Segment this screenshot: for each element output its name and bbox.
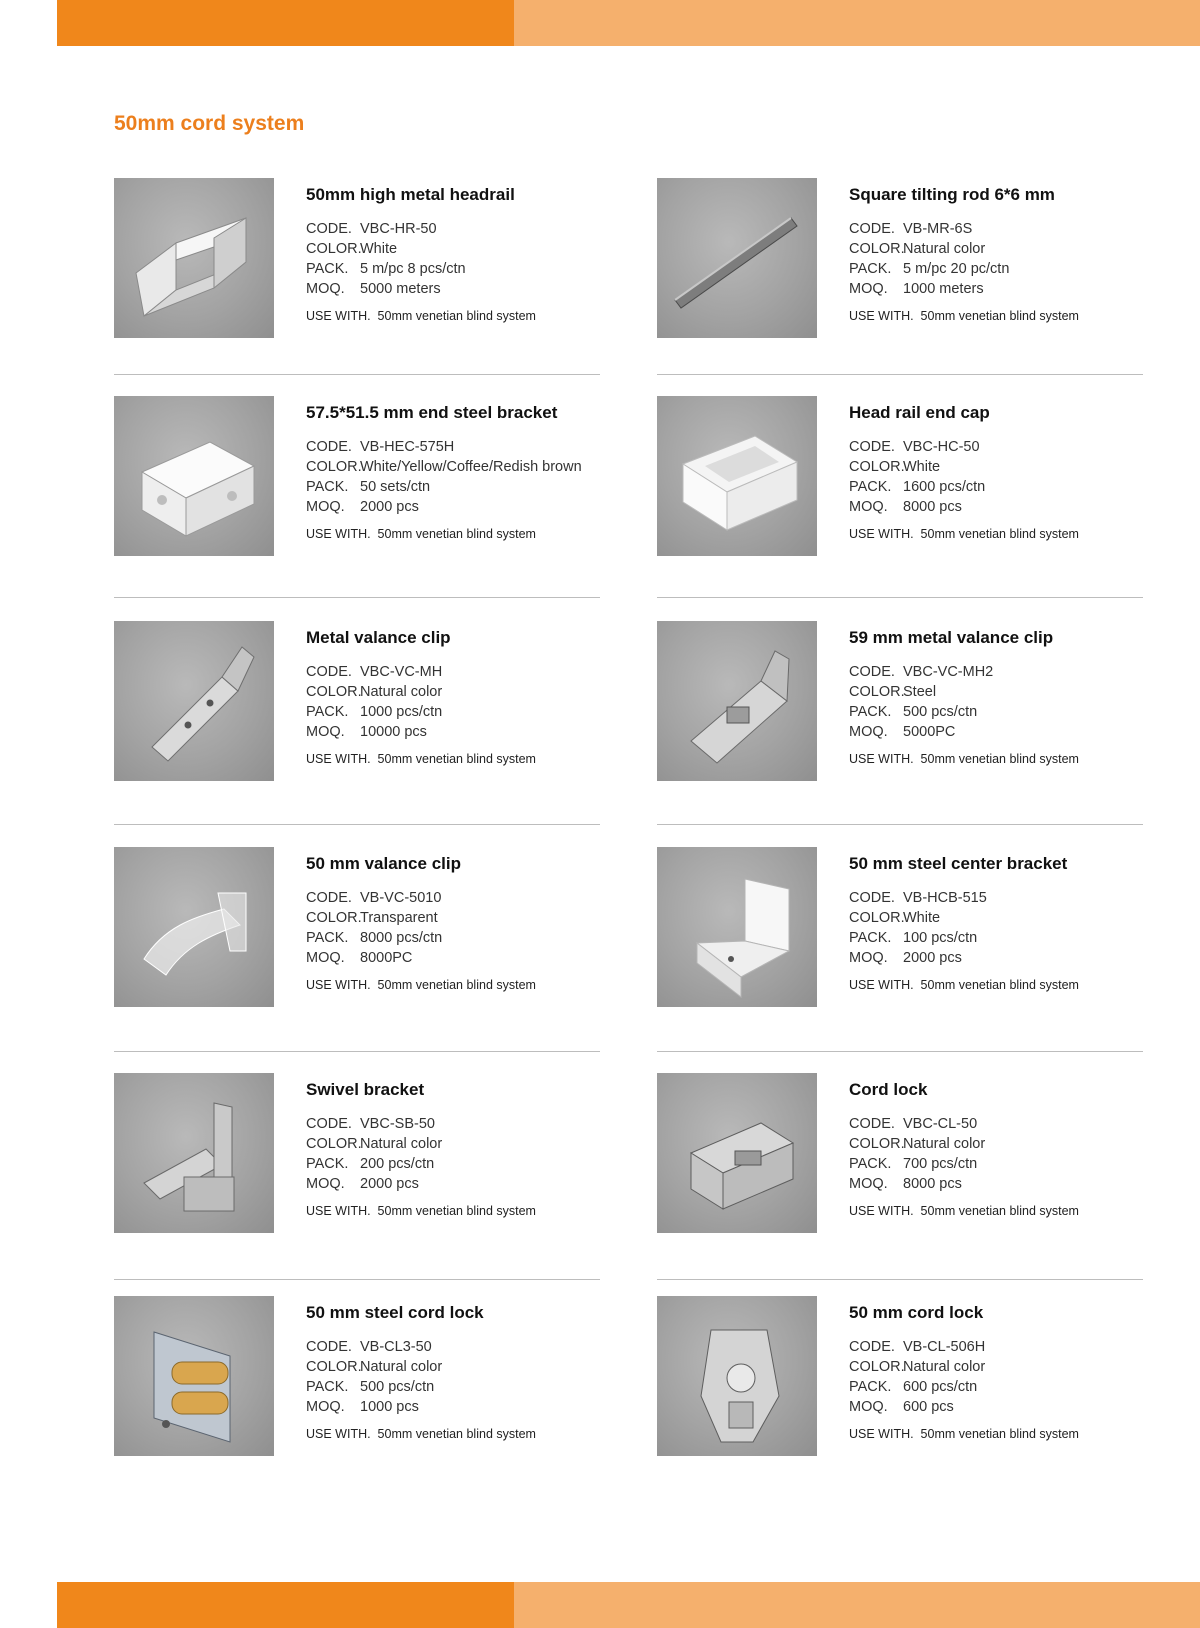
steel-cord-lock-image (114, 1296, 274, 1456)
moq-label: MOQ. (849, 1399, 888, 1415)
product-code-row (306, 1114, 606, 1134)
product-use-with (306, 1204, 606, 1218)
product-moq-row (306, 948, 606, 968)
product-color-row (306, 457, 606, 477)
product-moq: 1000 meters (903, 281, 984, 297)
row-divider (657, 1279, 1143, 1280)
product-card (657, 621, 1147, 791)
product-card (114, 847, 604, 1017)
product-color: White (360, 241, 398, 257)
product-color-row (849, 1134, 1149, 1154)
use-with-value: 50mm venetian blind system (377, 752, 536, 766)
product-info (306, 1303, 606, 1441)
use-with-label: USE WITH. (306, 527, 371, 541)
product-name: Head rail end cap (849, 403, 990, 422)
product-color: Natural color (903, 1359, 986, 1375)
product-card (114, 621, 604, 791)
use-with-label: USE WITH. (306, 1427, 371, 1441)
use-with-value: 50mm venetian blind system (920, 1427, 1079, 1441)
code-label: CODE. (306, 664, 352, 680)
moq-label: MOQ. (849, 1176, 888, 1192)
row-divider (114, 1051, 600, 1052)
product-info (849, 1303, 1149, 1441)
code-label: CODE. (306, 1116, 352, 1132)
product-pack: 1600 pcs/ctn (903, 479, 986, 495)
pack-label: PACK. (306, 479, 349, 495)
product-name: 50 mm steel cord lock (306, 1303, 484, 1322)
use-with-label: USE WITH. (849, 1204, 914, 1218)
footer-band-dark (57, 1582, 514, 1628)
moq-label: MOQ. (849, 499, 888, 515)
product-pack: 200 pcs/ctn (360, 1156, 435, 1172)
pack-label: PACK. (849, 479, 892, 495)
product-photo (657, 178, 817, 338)
product-photo (657, 1296, 817, 1456)
valance-clip-2-image (657, 621, 817, 781)
code-label: CODE. (849, 664, 895, 680)
moq-label: MOQ. (306, 1399, 345, 1415)
product-name: 50 mm steel center bracket (849, 854, 1068, 873)
product-use-with (849, 752, 1149, 766)
end-cap-image (657, 396, 817, 556)
product-color: Natural color (903, 1136, 986, 1152)
product-use-with (849, 1204, 1149, 1218)
use-with-label: USE WITH. (849, 309, 914, 323)
code-label: CODE. (306, 439, 352, 455)
product-moq-row (849, 722, 1149, 742)
product-pack-row (849, 1154, 1149, 1174)
product-moq: 10000 pcs (360, 724, 427, 740)
product-color-row (306, 908, 606, 928)
use-with-label: USE WITH. (849, 1427, 914, 1441)
center-bracket-image (657, 847, 817, 1007)
product-moq: 2000 pcs (360, 499, 419, 515)
product-color-row (306, 239, 606, 259)
product-code-row (306, 888, 606, 908)
product-use-with (306, 527, 606, 541)
product-info (849, 185, 1149, 323)
product-pack-row (306, 1377, 606, 1397)
product-code: VB-HEC-575H (360, 439, 455, 455)
product-card (657, 1073, 1147, 1243)
row-divider (114, 824, 600, 825)
use-with-label: USE WITH. (306, 1204, 371, 1218)
cord-lock-image (657, 1073, 817, 1233)
product-use-with (849, 1427, 1149, 1441)
product-name: 50 mm valance clip (306, 854, 461, 873)
product-photo (114, 847, 274, 1007)
pack-label: PACK. (306, 930, 349, 946)
header-band-light (514, 0, 1200, 46)
product-pack: 8000 pcs/ctn (360, 930, 443, 946)
product-moq: 5000 meters (360, 281, 441, 297)
product-color: Natural color (360, 684, 443, 700)
product-color: Steel (903, 684, 937, 700)
footer-band-light (514, 1582, 1200, 1628)
color-label: COLOR. (306, 459, 362, 475)
product-moq-row (849, 948, 1149, 968)
color-label: COLOR. (849, 459, 905, 475)
color-label: COLOR. (849, 684, 905, 700)
moq-label: MOQ. (306, 1176, 345, 1192)
product-code-row (306, 662, 606, 682)
product-code-row (306, 437, 606, 457)
product-card (114, 1296, 604, 1466)
product-code: VB-CL3-50 (360, 1339, 432, 1355)
product-use-with (306, 1427, 606, 1441)
pack-label: PACK. (306, 261, 349, 277)
product-color: Natural color (360, 1359, 443, 1375)
color-label: COLOR. (849, 910, 905, 926)
product-moq-row (306, 1397, 606, 1417)
code-label: CODE. (849, 890, 895, 906)
end-bracket-image (114, 396, 274, 556)
product-code: VBC-CL-50 (903, 1116, 978, 1132)
code-label: CODE. (849, 221, 895, 237)
product-code: VB-CL-506H (903, 1339, 986, 1355)
product-photo (114, 396, 274, 556)
color-label: COLOR. (306, 910, 362, 926)
product-moq: 600 pcs (903, 1399, 954, 1415)
product-info (849, 628, 1149, 766)
product-photo (114, 1073, 274, 1233)
tilting-rod-image (657, 178, 817, 338)
product-color-row (849, 908, 1149, 928)
use-with-label: USE WITH. (306, 752, 371, 766)
product-name: 50 mm cord lock (849, 1303, 984, 1322)
code-label: CODE. (849, 1339, 895, 1355)
moq-label: MOQ. (849, 724, 888, 740)
product-pack: 600 pcs/ctn (903, 1379, 978, 1395)
product-photo (114, 1296, 274, 1456)
product-pack-row (306, 928, 606, 948)
swivel-bracket-image (114, 1073, 274, 1233)
product-use-with (306, 978, 606, 992)
product-color-row (306, 682, 606, 702)
use-with-value: 50mm venetian blind system (920, 752, 1079, 766)
product-pack: 500 pcs/ctn (903, 704, 978, 720)
product-name: Cord lock (849, 1080, 928, 1099)
product-color: White (903, 459, 941, 475)
section-title: 50mm cord system (114, 112, 305, 135)
product-pack-row (849, 928, 1149, 948)
product-photo (657, 621, 817, 781)
row-divider (114, 597, 600, 598)
row-divider (657, 1051, 1143, 1052)
product-code-row (849, 662, 1149, 682)
product-name: Metal valance clip (306, 628, 451, 647)
product-card (657, 1296, 1147, 1466)
product-color-row (306, 1134, 606, 1154)
footer-band (57, 1582, 1200, 1628)
product-photo (657, 847, 817, 1007)
pack-label: PACK. (849, 930, 892, 946)
product-name: 57.5*51.5 mm end steel bracket (306, 403, 558, 422)
product-card (657, 847, 1147, 1017)
use-with-label: USE WITH. (849, 978, 914, 992)
product-moq-row (849, 1397, 1149, 1417)
product-moq-row (306, 1174, 606, 1194)
product-code-row (306, 219, 606, 239)
product-pack: 700 pcs/ctn (903, 1156, 978, 1172)
product-code-row (849, 437, 1149, 457)
use-with-value: 50mm venetian blind system (920, 978, 1079, 992)
product-code: VB-MR-6S (903, 221, 973, 237)
product-code: VBC-VC-MH (360, 664, 443, 680)
product-moq: 2000 pcs (903, 950, 962, 966)
product-color: White (903, 910, 941, 926)
product-pack-row (306, 477, 606, 497)
product-pack-row (849, 477, 1149, 497)
product-pack-row (849, 259, 1149, 279)
pack-label: PACK. (849, 704, 892, 720)
product-info (849, 1080, 1149, 1218)
product-code: VBC-HC-50 (903, 439, 980, 455)
product-name: Swivel bracket (306, 1080, 425, 1099)
color-label: COLOR. (306, 241, 362, 257)
product-code-row (849, 219, 1149, 239)
use-with-value: 50mm venetian blind system (920, 1204, 1079, 1218)
product-color-row (849, 457, 1149, 477)
color-label: COLOR. (306, 684, 362, 700)
product-code-row (849, 1114, 1149, 1134)
color-label: COLOR. (306, 1359, 362, 1375)
product-color: Natural color (360, 1136, 443, 1152)
product-photo (657, 1073, 817, 1233)
use-with-value: 50mm venetian blind system (377, 1204, 536, 1218)
pack-label: PACK. (306, 704, 349, 720)
product-pack-row (306, 702, 606, 722)
product-pack: 50 sets/ctn (360, 479, 431, 495)
product-pack-row (849, 702, 1149, 722)
header-band (57, 0, 1200, 46)
product-pack-row (306, 1154, 606, 1174)
color-label: COLOR. (849, 1136, 905, 1152)
code-label: CODE. (306, 890, 352, 906)
row-divider (657, 824, 1143, 825)
product-moq-row (306, 497, 606, 517)
use-with-value: 50mm venetian blind system (377, 978, 536, 992)
code-label: CODE. (849, 439, 895, 455)
product-moq-row (306, 722, 606, 742)
use-with-label: USE WITH. (306, 978, 371, 992)
valance-clip-image (114, 621, 274, 781)
product-info (306, 628, 606, 766)
product-use-with (849, 527, 1149, 541)
color-label: COLOR. (306, 1136, 362, 1152)
product-card (114, 1073, 604, 1243)
product-color-row (849, 682, 1149, 702)
product-moq-row (849, 1174, 1149, 1194)
product-pack: 500 pcs/ctn (360, 1379, 435, 1395)
product-moq-row (306, 279, 606, 299)
product-card (114, 396, 604, 566)
product-code: VBC-SB-50 (360, 1116, 435, 1132)
use-with-value: 50mm venetian blind system (377, 527, 536, 541)
product-color-row (849, 239, 1149, 259)
row-divider (657, 597, 1143, 598)
product-card (657, 396, 1147, 566)
product-info (849, 403, 1149, 541)
product-code: VBC-VC-MH2 (903, 664, 994, 680)
product-use-with (849, 309, 1149, 323)
moq-label: MOQ. (306, 499, 345, 515)
product-moq-row (849, 497, 1149, 517)
product-card (657, 178, 1147, 348)
product-use-with (306, 752, 606, 766)
moq-label: MOQ. (849, 950, 888, 966)
row-divider (114, 1279, 600, 1280)
moq-label: MOQ. (306, 724, 345, 740)
product-color: Transparent (360, 910, 438, 926)
pack-label: PACK. (849, 1379, 892, 1395)
moq-label: MOQ. (306, 281, 345, 297)
product-name: 59 mm metal valance clip (849, 628, 1054, 647)
product-pack: 5 m/pc 8 pcs/ctn (360, 261, 466, 277)
product-use-with (306, 309, 606, 323)
product-card (114, 178, 604, 348)
product-info (306, 854, 606, 992)
product-info (306, 1080, 606, 1218)
product-pack: 1000 pcs/ctn (360, 704, 443, 720)
color-label: COLOR. (849, 1359, 905, 1375)
use-with-value: 50mm venetian blind system (377, 309, 536, 323)
product-name: 50mm high metal headrail (306, 185, 515, 204)
product-pack-row (849, 1377, 1149, 1397)
product-name: Square tilting rod 6*6 mm (849, 185, 1055, 204)
color-label: COLOR. (849, 241, 905, 257)
product-color: Natural color (903, 241, 986, 257)
use-with-label: USE WITH. (306, 309, 371, 323)
row-divider (114, 374, 600, 375)
use-with-value: 50mm venetian blind system (920, 309, 1079, 323)
product-code-row (849, 888, 1149, 908)
use-with-label: USE WITH. (849, 752, 914, 766)
product-photo (114, 178, 274, 338)
product-color-row (849, 1357, 1149, 1377)
product-code-row (306, 1337, 606, 1357)
product-pack: 100 pcs/ctn (903, 930, 978, 946)
product-code: VB-HCB-515 (903, 890, 987, 906)
cord-lock-2-image (657, 1296, 817, 1456)
moq-label: MOQ. (306, 950, 345, 966)
product-moq: 2000 pcs (360, 1176, 419, 1192)
clear-clip-image (114, 847, 274, 1007)
product-color-row (306, 1357, 606, 1377)
code-label: CODE. (306, 1339, 352, 1355)
product-info (306, 185, 606, 323)
row-divider (657, 374, 1143, 375)
product-moq: 5000PC (903, 724, 956, 740)
use-with-label: USE WITH. (849, 527, 914, 541)
product-info (306, 403, 606, 541)
product-photo (114, 621, 274, 781)
product-code: VB-VC-5010 (360, 890, 442, 906)
product-color: White/Yellow/Coffee/Redish brown (360, 459, 582, 475)
pack-label: PACK. (849, 1156, 892, 1172)
code-label: CODE. (849, 1116, 895, 1132)
product-pack: 5 m/pc 20 pc/ctn (903, 261, 1010, 277)
moq-label: MOQ. (849, 281, 888, 297)
product-use-with (849, 978, 1149, 992)
product-info (849, 854, 1149, 992)
product-code-row (849, 1337, 1149, 1357)
pack-label: PACK. (306, 1156, 349, 1172)
product-moq: 8000 pcs (903, 1176, 962, 1192)
use-with-value: 50mm venetian blind system (377, 1427, 536, 1441)
code-label: CODE. (306, 221, 352, 237)
pack-label: PACK. (306, 1379, 349, 1395)
product-pack-row (306, 259, 606, 279)
product-moq: 8000PC (360, 950, 413, 966)
product-moq: 8000 pcs (903, 499, 962, 515)
headrail-image (114, 178, 274, 338)
pack-label: PACK. (849, 261, 892, 277)
product-photo (657, 396, 817, 556)
header-band-dark (57, 0, 514, 46)
product-code: VBC-HR-50 (360, 221, 437, 237)
product-moq: 1000 pcs (360, 1399, 419, 1415)
product-moq-row (849, 279, 1149, 299)
use-with-value: 50mm venetian blind system (920, 527, 1079, 541)
